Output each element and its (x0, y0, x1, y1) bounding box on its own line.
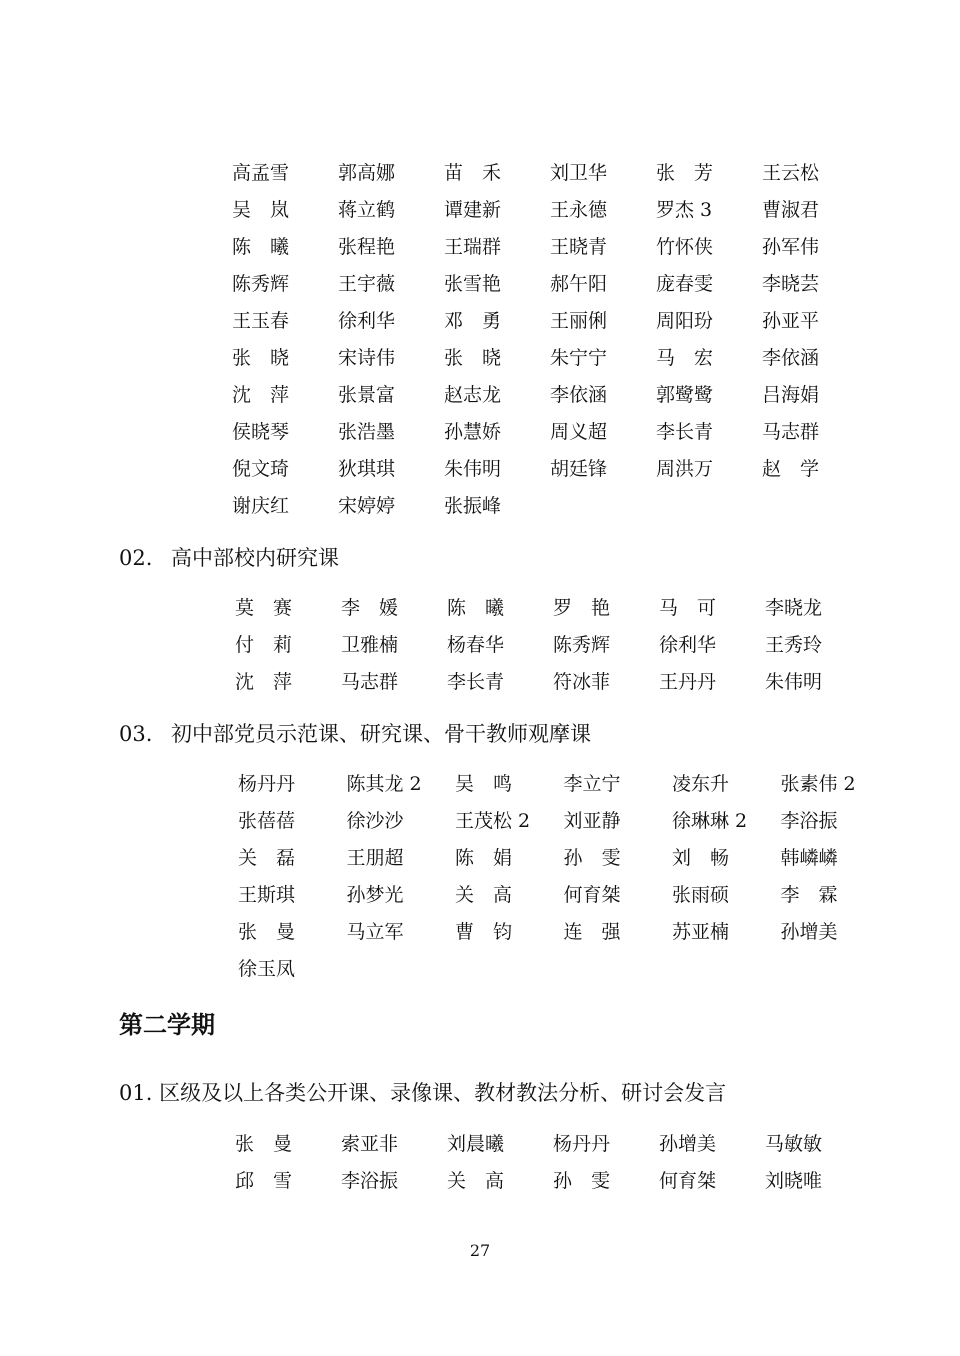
name-cell: 朱伟明 (444, 458, 502, 480)
name-cell: 王朋超 (346, 847, 404, 869)
name-cell: 王晓青 (550, 236, 608, 258)
name-cell: 刘卫华 (550, 162, 608, 184)
name-cell: 邓 勇 (444, 310, 502, 332)
name-cell: 曹 钧 (455, 921, 513, 943)
name-cell: 徐玉凤 (238, 958, 296, 980)
name-cell: 庞春雯 (656, 273, 714, 295)
name-cell: 竹怀侠 (656, 236, 714, 258)
name-cell: 郭鹭鹭 (656, 384, 714, 406)
name-cell: 刘晓唯 (765, 1170, 823, 1192)
name-cell: 赵志龙 (444, 384, 502, 406)
name-cell: 沈 萍 (235, 671, 293, 693)
section-title: 高中部校内研究课 (171, 546, 339, 570)
name-cell: 王秀玲 (765, 634, 823, 656)
name-cell: 狄琪琪 (338, 458, 396, 480)
name-cell: 谢庆红 (232, 495, 290, 517)
name-cell: 孙梦光 (346, 884, 404, 906)
semester-heading: 第二学期 (119, 1011, 215, 1039)
name-cell: 张程艳 (338, 236, 396, 258)
name-cell: 王斯琪 (238, 884, 296, 906)
name-cell: 周义超 (550, 421, 608, 443)
name-cell: 李依涵 (550, 384, 608, 406)
name-cell: 何育桀 (659, 1170, 717, 1192)
name-cell: 郭高娜 (338, 162, 396, 184)
name-cell: 罗杰 3 (656, 199, 713, 221)
name-cell: 张素伟 2 (780, 773, 856, 795)
name-cell: 李 霖 (780, 884, 838, 906)
name-cell: 陈秀辉 (553, 634, 611, 656)
name-cell: 宋诗伟 (338, 347, 396, 369)
page-number: 27 (469, 1241, 491, 1260)
name-cell: 徐琳琳 2 (672, 810, 748, 832)
name-cell: 陈秀辉 (232, 273, 290, 295)
name-cell: 孙亚平 (762, 310, 820, 332)
name-cell: 李长青 (447, 671, 505, 693)
name-cell: 付 莉 (235, 634, 293, 656)
name-cell: 罗 艳 (553, 597, 611, 619)
name-list-03 (238, 766, 889, 988)
name-cell: 王茂松 2 (455, 810, 531, 832)
name-cell: 李依涵 (762, 347, 820, 369)
name-cell: 沈 萍 (232, 384, 290, 406)
name-cell: 刘亚静 (563, 810, 621, 832)
name-cell: 苏亚楠 (672, 921, 730, 943)
name-cell: 苗 禾 (444, 162, 502, 184)
name-cell: 马志群 (341, 671, 399, 693)
name-cell: 李晓龙 (765, 597, 823, 619)
name-cell: 陈其龙 2 (346, 773, 422, 795)
name-cell: 张景富 (338, 384, 396, 406)
name-cell: 孙慧娇 (444, 421, 502, 443)
name-cell: 符冰菲 (553, 671, 611, 693)
name-cell: 何育桀 (563, 884, 621, 906)
name-cell: 关 磊 (238, 847, 296, 869)
name-cell: 陈 曦 (447, 597, 505, 619)
name-cell: 张雨硕 (672, 884, 730, 906)
name-cell: 张浩墨 (338, 421, 396, 443)
name-cell: 孙军伟 (762, 236, 820, 258)
name-cell: 周阳玢 (656, 310, 714, 332)
name-cell: 陈 娟 (455, 847, 513, 869)
name-cell: 侯晓琴 (232, 421, 290, 443)
name-cell: 胡廷锋 (550, 458, 608, 480)
name-cell: 蒋立鹤 (338, 199, 396, 221)
name-cell: 曹淑君 (762, 199, 820, 221)
section-heading-02 (119, 543, 339, 573)
name-cell: 张 曼 (238, 921, 296, 943)
name-cell: 马敏敏 (765, 1133, 823, 1155)
name-cell: 王丹丹 (659, 671, 717, 693)
name-cell: 张 晓 (444, 347, 502, 369)
name-cell: 吴 鸣 (455, 773, 513, 795)
name-cell: 王瑞群 (444, 236, 502, 258)
name-cell: 韩嶙嶙 (780, 847, 838, 869)
name-cell: 马志群 (762, 421, 820, 443)
section-number: 03. (119, 722, 153, 746)
name-cell: 李 媛 (341, 597, 399, 619)
name-cell: 孙 雯 (563, 847, 621, 869)
name-cell: 徐沙沙 (346, 810, 404, 832)
name-cell: 李长青 (656, 421, 714, 443)
name-cell: 马 可 (659, 597, 717, 619)
name-cell: 谭建新 (444, 199, 502, 221)
name-cell: 周洪万 (656, 458, 714, 480)
name-cell: 孙增美 (659, 1133, 717, 1155)
name-list-continued (232, 155, 868, 525)
name-cell: 孙 雯 (553, 1170, 611, 1192)
name-cell: 李浴振 (341, 1170, 399, 1192)
name-list-02 (235, 590, 871, 701)
section-number: 02. (119, 546, 153, 570)
name-cell: 邱 雪 (235, 1170, 293, 1192)
name-cell: 李浴振 (780, 810, 838, 832)
name-cell: 凌东升 (672, 773, 730, 795)
section-title: 初中部党员示范课、研究课、骨干教师观摩课 (171, 722, 591, 746)
name-cell: 杨春华 (447, 634, 505, 656)
name-cell: 孙增美 (780, 921, 838, 943)
name-cell: 索亚非 (341, 1133, 399, 1155)
name-cell: 高孟雪 (232, 162, 290, 184)
name-cell: 李立宁 (563, 773, 621, 795)
name-cell: 李晓芸 (762, 273, 820, 295)
name-cell: 倪文琦 (232, 458, 290, 480)
name-cell: 张振峰 (444, 495, 502, 517)
name-list-2-01 (235, 1126, 871, 1200)
name-cell: 杨丹丹 (238, 773, 296, 795)
name-cell: 卫雅楠 (341, 634, 399, 656)
name-cell: 马立军 (346, 921, 404, 943)
name-cell: 赵 学 (762, 458, 820, 480)
name-cell: 张雪艳 (444, 273, 502, 295)
name-cell: 刘晨曦 (447, 1133, 505, 1155)
name-cell: 郝午阳 (550, 273, 608, 295)
name-cell: 张蓓蓓 (238, 810, 296, 832)
name-cell: 王玉春 (232, 310, 290, 332)
name-cell: 徐利华 (338, 310, 396, 332)
name-cell: 王丽俐 (550, 310, 608, 332)
section-heading-03 (119, 719, 591, 749)
name-cell: 刘 畅 (672, 847, 730, 869)
name-cell: 关 高 (447, 1170, 505, 1192)
name-cell: 马 宏 (656, 347, 714, 369)
name-cell: 王永德 (550, 199, 608, 221)
name-cell: 朱宁宁 (550, 347, 608, 369)
name-cell: 杨丹丹 (553, 1133, 611, 1155)
name-cell: 莫 赛 (235, 597, 293, 619)
name-cell: 关 高 (455, 884, 513, 906)
name-cell: 连 强 (563, 921, 621, 943)
section-heading-2-01: 01. 区级及以上各类公开课、录像课、教材教法分析、研讨会发言 (119, 1081, 727, 1105)
name-cell: 宋婷婷 (338, 495, 396, 517)
name-cell: 吕海娟 (762, 384, 820, 406)
name-cell: 王宇薇 (338, 273, 396, 295)
name-cell: 王云松 (762, 162, 820, 184)
name-cell: 张 晓 (232, 347, 290, 369)
name-cell: 陈 曦 (232, 236, 290, 258)
name-cell: 吴 岚 (232, 199, 290, 221)
name-cell: 张 曼 (235, 1133, 293, 1155)
name-cell: 朱伟明 (765, 671, 823, 693)
name-cell: 徐利华 (659, 634, 717, 656)
name-cell: 张 芳 (656, 162, 714, 184)
